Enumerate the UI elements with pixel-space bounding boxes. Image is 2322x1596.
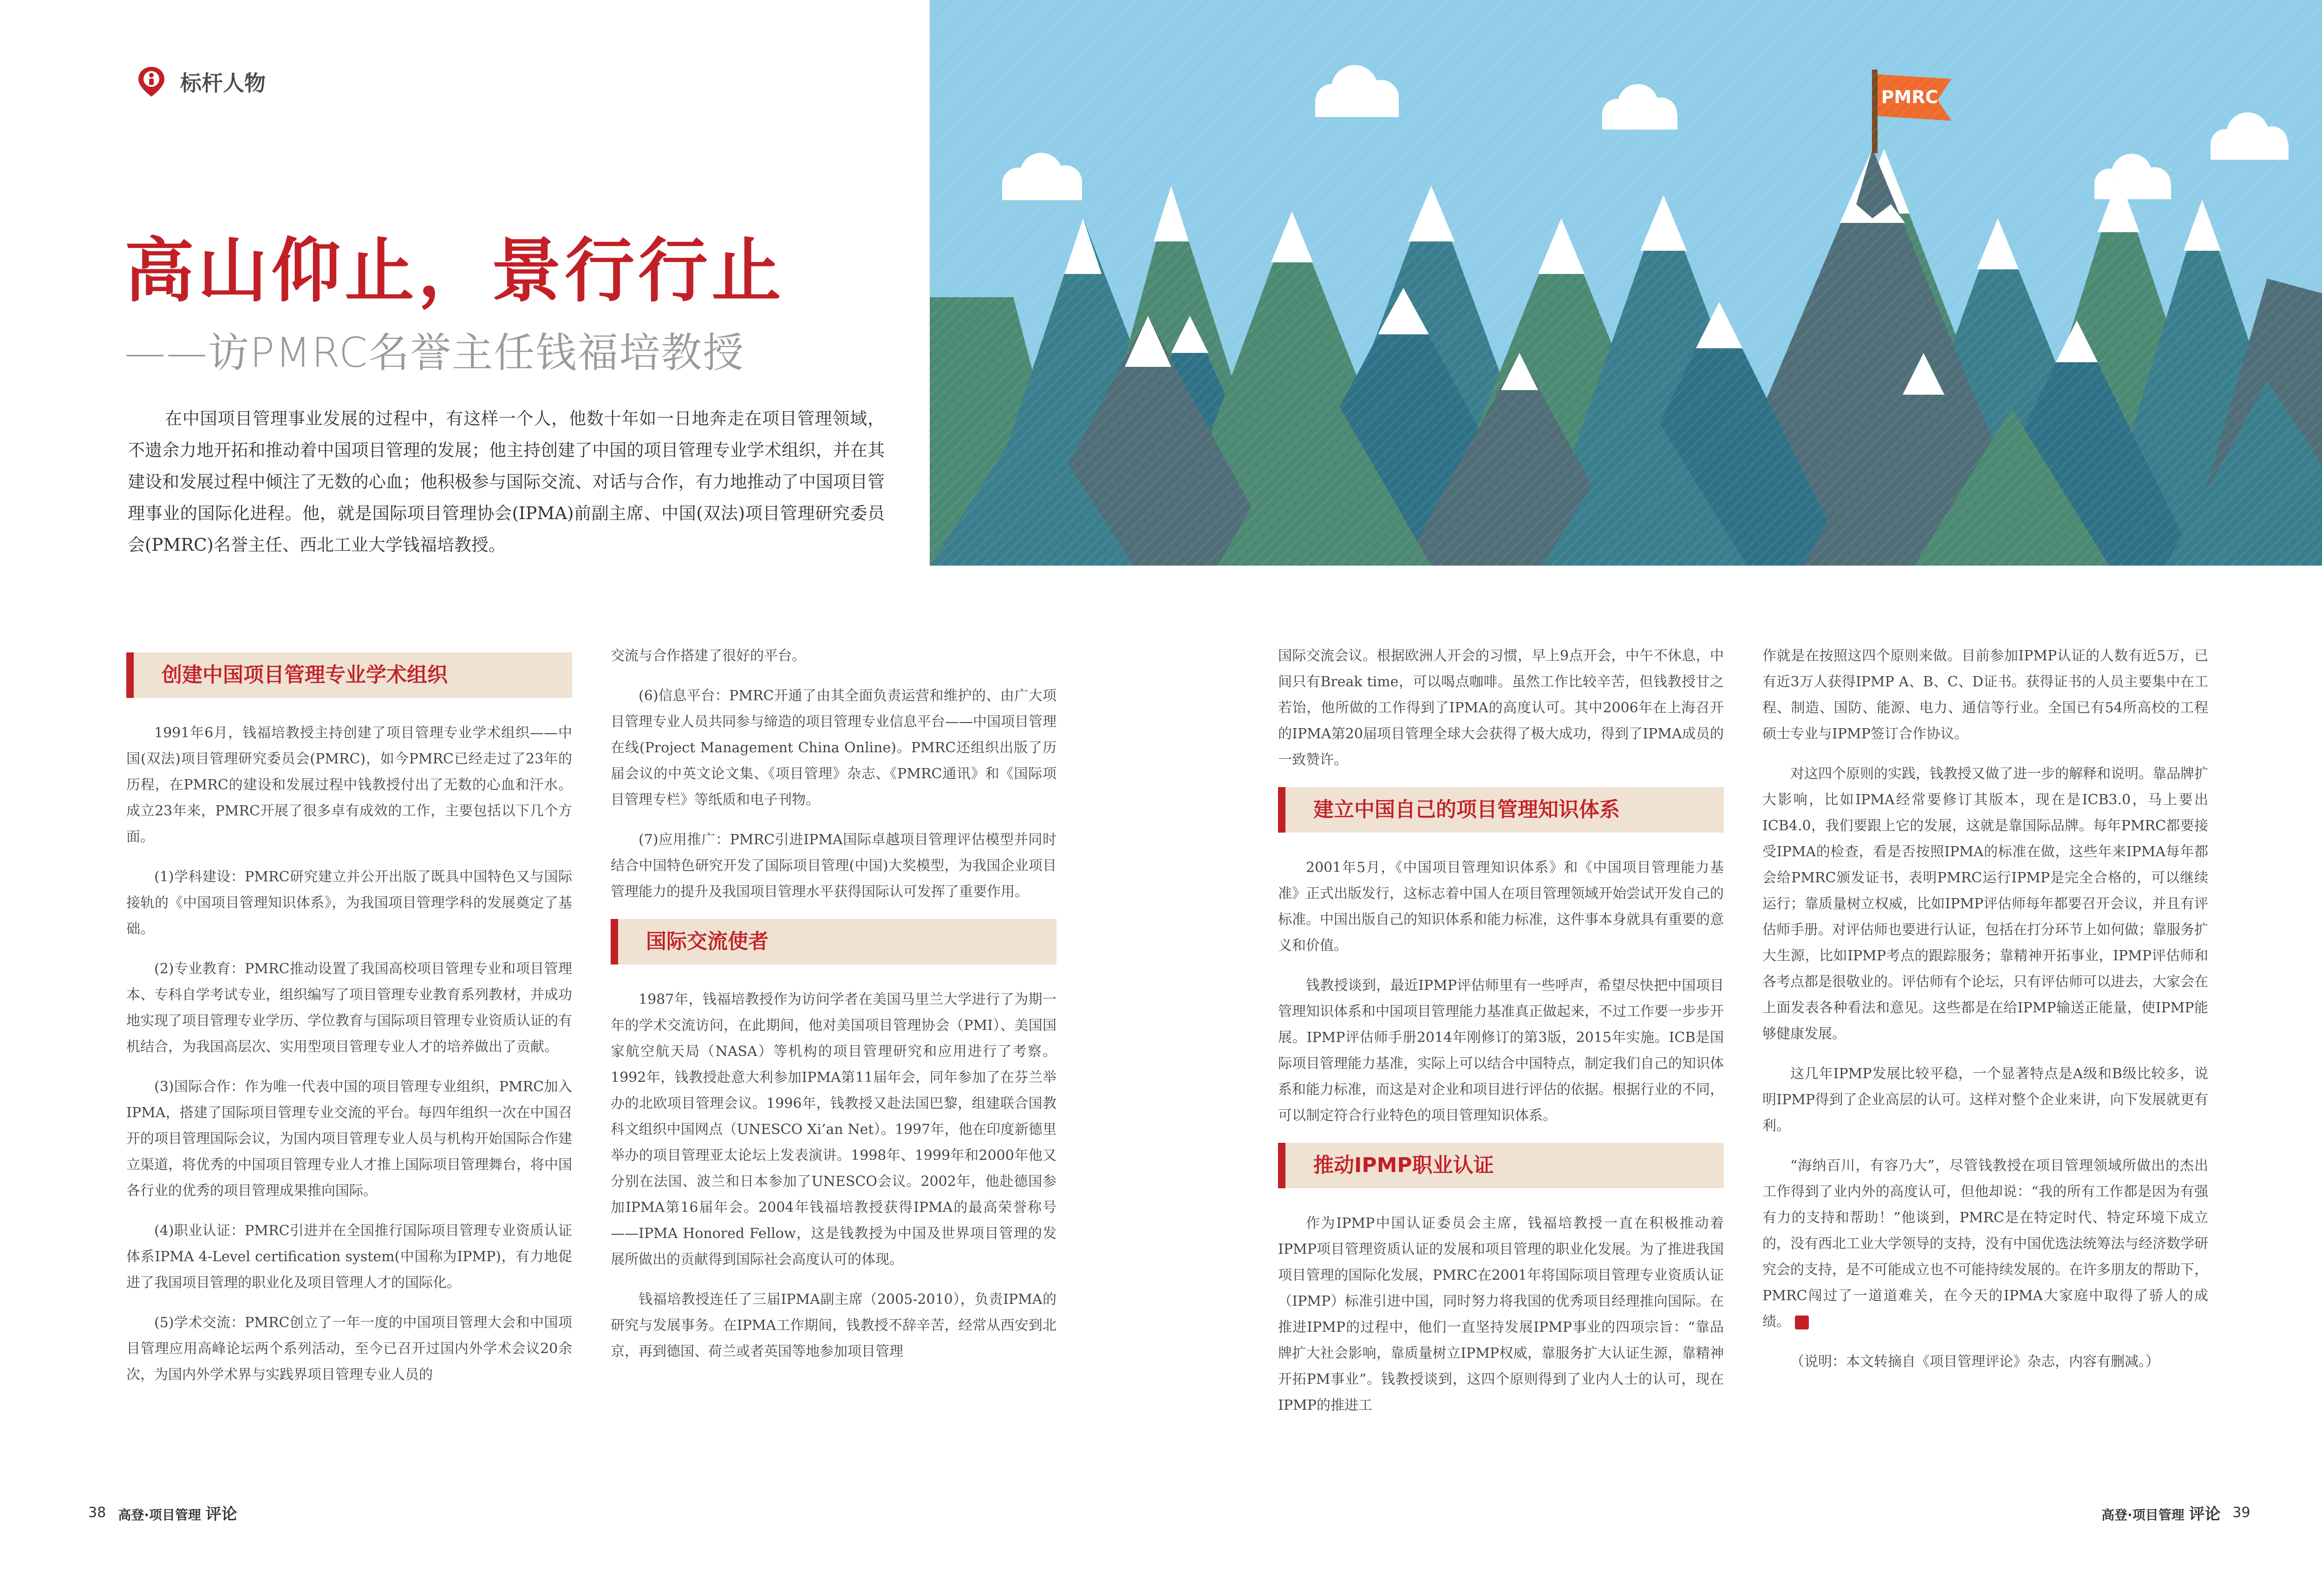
source-note: （说明：本文转摘自《项目管理评论》杂志，内容有删减。） (1790, 1354, 2159, 1370)
paragraph: 作就是在按照这四个原则来做。目前参加IPMP认证的人数有近5万，已有近3万人获得IPMP A、B、C、D证书。获得证书的人员主要集中在工程、制造、国防、能源、电力、通信等行业。全国已有54所高校的工程硕士专业与IPMP签订合作协议。 (1762, 648, 2208, 742)
paragraph: 2001年5月，《中国项目管理知识体系》和《中国项目管理能力基准》正式出版发行，这标志着中国人在项目管理领域开始尝试开发自己的标准。中国出版自己的知识体系和能力标准，这件事本身就具有重要的意义和价值。 (1278, 860, 1724, 954)
paragraph: (5)学术交流：PMRC创立了一年一度的中国项目管理大会和中国项目管理应用高峰论坛两个系列活动，至今已召开过国内外学术会议20余次，为国内外学术界与实践界项目管理专业人员的 (126, 1315, 572, 1383)
column-3 (1278, 643, 1724, 1433)
mountain-illustration (930, 0, 2322, 566)
paragraph: (1)学科建设：PMRC研究建立并公开出版了既具中国特色又与国际接轨的《中国项目管理知识体系》，为我国项目管理学科的发展奠定了基础。 (126, 869, 572, 937)
section-tag (135, 65, 266, 98)
footer-left (88, 1501, 237, 1524)
page-number-right: 39 (2232, 1505, 2250, 1521)
article-subtitle: ——访PMRC名誉主任钱福培教授 (124, 329, 745, 377)
paragraph: 这几年IPMP发展比较平稳，一个显著特点是A级和B级比较多，说明IPMP得到了企业高层的认可。这样对整个企业来讲，向下发展就更有利。 (1762, 1066, 2208, 1134)
section-heading: 创建中国项目管理专业学术组织 (126, 652, 572, 698)
paragraph: 对这四个原则的实践，钱教授又做了进一步的解释和说明。靠品牌扩大影响，比如IPMA经常要修订其版本，现在是ICB3.0，马上要出ICB4.0，我们要跟上它的发展，这就是靠国际品牌。每年PMRC都要接受IPMA的检查，看是否按照IPMA的标准在做，这些年来IPMA每年都会给PMRC颁发证书，表明PMRC运行IPMP是完全合格的，可以继续运行；靠质量树立权威，比如IPMP评估师每年都要召开会议，并且有评估师手册。对评估师也要进行认证，包括在打分环节上如何做；靠服务扩大生源，比如IPMP考点的跟踪服务；靠精神开拓事业，IPMP评估师和各考点都是很敬业的。评估师有个论坛，只有评估师可以进去，大家会在上面发表各种看法和意见。这些都是在给IPMP输送正能量，使IPMP能够健康发展。 (1762, 766, 2208, 1042)
page-number-left: 38 (88, 1505, 106, 1521)
column-4 (1762, 643, 2208, 1389)
footer-right (2101, 1501, 2250, 1524)
article-lead: 在中国项目管理事业发展的过程中，有这样一个人，他数十年如一日地奔走在项目管理领域，不遗余力地开拓和推动着中国项目管理的发展；他主持创建了中国的项目管理专业学术组织，并在其建设和发展过程中倾注了无数的心血；他积极参与国际交流、对话与合作，有力地推动了中国项目管理事业的国际化进程。他，就是国际项目管理协会(IPMA)前副主席、中国(双法)项目管理研究委员会(PMRC)名誉主任、西北工业大学钱福培教授。 (128, 409, 885, 555)
magazine-brand-right: 高登·项目管理 评论 (2101, 1505, 2221, 1524)
paragraph: (3)国际合作：作为唯一代表中国的项目管理专业组织，PMRC加入IPMA，搭建了国际项目管理专业交流的平台。每四年组织一次在中国召开的项目管理国际会议，为国内项目管理专业人员与机构开始国际合作建立渠道，将优秀的中国项目管理专业人才推上国际项目管理舞台，将中国各行业的优秀的项目管理成果推向国际。 (126, 1079, 572, 1199)
paragraph: “海纳百川，有容乃大”，尽管钱教授在项目管理领域所做出的杰出工作得到了业内外的高度认可，但他却说：“我的所有工作都是因为有强有力的支持和帮助！”他谈到，PMRC是在特定时代、特定环境下成立的，没有西北工业大学领导的支持，没有中国优选法统筹法与经济数学研究会的支持，是不可能成立也不可能持续发展的。在许多朋友的帮助下，PMRC闯过了一道道难关，在今天的IPMA大家庭中取得了骄人的成绩。 (1762, 1158, 2208, 1330)
paragraph: 钱教授谈到，最近IPMP评估师里有一些呼声，希望尽快把中国项目管理知识体系和中国项目管理能力基准真正做起来，不过工作要一步步开展。IPMP评估师手册2014年刚修订的第3版，2015年实施。ICB是国际项目管理能力基准，实际上可以结合中国特点，制定我们自己的知识体系和能力标准，而这是对企业和项目进行评估的依据。根据行业的不同，可以制定符合行业特色的项目管理知识体系。 (1278, 977, 1724, 1124)
magazine-brand-left: 高登·项目管理 评论 (118, 1505, 237, 1524)
paragraph: 1987年，钱福培教授作为访问学者在美国马里兰大学进行了为期一年的学术交流访问，在此期间，他对美国项目管理协会（PMI）、美国国家航空航天局（NASA）等机构的项目管理研究和应用进行了考察。1992年，钱教授赴意大利参加IPMA第11届年会，同年参加了在芬兰举办的北欧项目管理会议。1996年，钱教授又赴法国巴黎，组建联合国教科文组织中国网点（UNESCO Xi’an Net）。1997年，他在印度新德里举办的项目管理亚太论坛上发表演讲。1998年、1999年和2000年他又分别在法国、波兰和日本参加了UNESCO会议。2002年，他赴德国参加IPMA第16届年会。2004年钱福培教授获得IPMA的最高荣誉称号——IPMA Honored Fellow，这是钱教授为中国及世界项目管理的发展所做出的贡献得到国际社会高度认可的体现。 (611, 991, 1057, 1268)
end-mark-icon (1795, 1316, 1809, 1329)
paragraph: 钱福培教授连任了三届IPMA副主席（2005-2010），负责IPMA的研究与发展事务。在IPMA工作期间，钱教授不辞辛苦，经常从西安到北京，再到德国、荷兰或者英国等地参加项目管理 (611, 1291, 1057, 1360)
paragraph: (2)专业教育：PMRC推动设置了我国高校项目管理专业和项目管理本、专科自学考试专业，组织编写了项目管理专业教育系列教材，并成功地实现了项目管理专业学历、学位教育与国际项目管理专业资质认证的有机结合，为我国高层次、实用型项目管理专业人才的培养做出了贡献。 (126, 961, 572, 1055)
paragraph: (7)应用推广：PMRC引进IPMA国际卓越项目管理评估模型并同时结合中国特色研究开发了国际项目管理(中国)大奖模型，为我国企业项目管理能力的提升及我国项目管理水平获得国际认可发挥了重要作用。 (611, 832, 1057, 900)
person-pin-icon (135, 65, 168, 98)
article-title: 高山仰止，景行行止 (124, 231, 785, 312)
paragraph: 国际交流会议。根据欧洲人开会的习惯，早上9点开会，中午不休息，中间只有Break time，可以喝点咖啡。虽然工作比较辛苦，但钱教授甘之若饴，他所做的工作得到了IPMA的高度认可。其中2006年在上海召开的IPMA第20届项目管理全球大会获得了极大成功，得到了IPMA成员的一致赞许。 (1278, 648, 1724, 768)
section-tag-label: 标杆人物 (180, 71, 266, 96)
column-1 (126, 643, 572, 1402)
section-heading: 国际交流使者 (611, 919, 1057, 964)
paragraph: (4)职业认证：PMRC引进并在全国推行国际项目管理专业资质认证体系IPMA 4-Level certification system(中国称为IPMP)，有力地促进了我国项目管理的职业化及项目管理人才的国际化。 (126, 1223, 572, 1291)
section-heading: 建立中国自己的项目管理知识体系 (1278, 787, 1724, 833)
section-heading: 推动IPMP职业认证 (1278, 1143, 1724, 1188)
paragraph: (6)信息平台：PMRC开通了由其全面负责运营和维护的、由广大项目管理专业人员共同参与缔造的项目管理专业信息平台——中国项目管理在线(Project Management China Online)。PMRC还组织出版了历届会议的中英文论文集、《项目管理》杂志、《PMRC通讯》和《国际项目管理专栏》等纸质和电子刊物。 (611, 688, 1057, 808)
column-2 (611, 643, 1057, 1379)
paragraph: 1991年6月，钱福培教授主持创建了项目管理专业学术组织——中国(双法)项目管理研究委员会(PMRC)，如今PMRC已经走过了23年的历程，在PMRC的建设和发展过程中钱教授付出了无数的心血和汗水。成立23年来，PMRC开展了很多卓有成效的工作，主要包括以下几个方面。 (126, 725, 572, 845)
paragraph: 交流与合作搭建了很好的平台。 (611, 648, 806, 664)
paragraph: 作为IPMP中国认证委员会主席，钱福培教授一直在积极推动着IPMP项目管理资质认证的发展和项目管理的职业化发展。为了推进我国项目管理的国际化发展，PMRC在2001年将国际项目管理专业资质认证（IPMP）标准引进中国，同时努力将我国的优秀项目经理推向国际。在推进IPMP的过程中，他们一直坚持发展IPMP事业的四项宗旨：“靠品牌扩大社会影响，靠质量树立IPMP权威，靠服务扩大认证生源，靠精神开拓PM事业”。钱教授谈到，这四个原则得到了业内人士的认可，现在IPMP的推进工 (1278, 1215, 1724, 1414)
